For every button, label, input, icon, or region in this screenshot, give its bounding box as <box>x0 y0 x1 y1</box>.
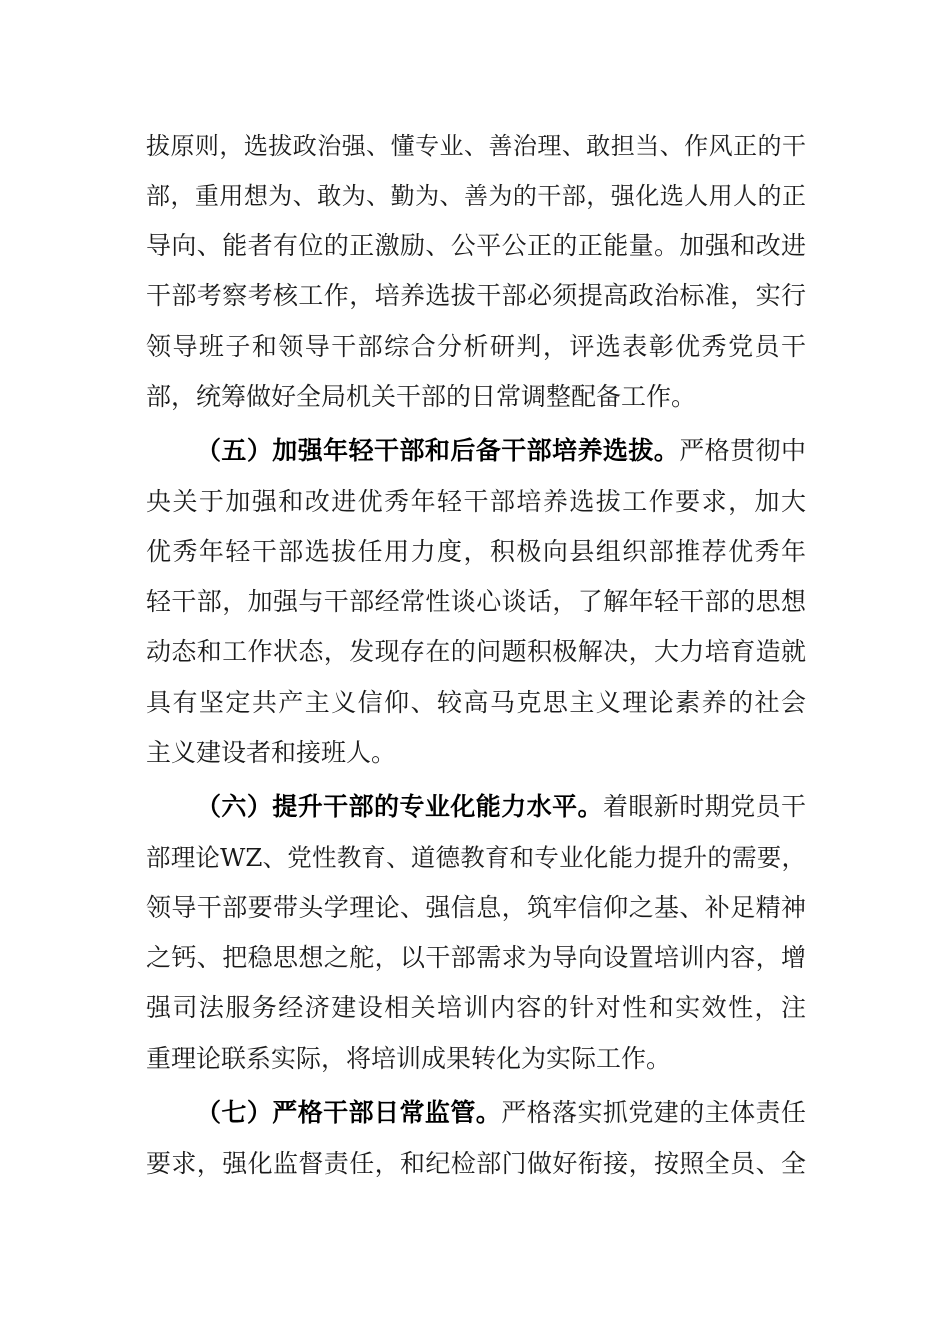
paragraph-3-first-line <box>196 787 806 827</box>
paragraph-2-line-5: 动态和工作状态，发现存在的问题积极解决，大力培育造就 <box>146 637 806 666</box>
paragraph-3-first-line-text: 着眼新时期党员干 <box>602 792 806 821</box>
paragraph-1-line-3: 导向、能者有位的正激励、公平公正的正能量。加强和改进 <box>146 231 806 260</box>
paragraph-1-line-5: 领导班子和领导干部综合分析研判，评选表彰优秀党员干 <box>146 332 806 361</box>
paragraph-3-line-4: 之钙、把稳思想之舵，以干部需求为导向设置培训内容，增 <box>146 943 806 972</box>
paragraph-2-line-3: 优秀年轻干部选拔任用力度，积极向县组织部推荐优秀年 <box>146 537 806 566</box>
paragraph-3-line-5: 强司法服务经济建设相关培训内容的针对性和实效性，注 <box>146 993 806 1022</box>
paragraph-2-line-7: 主义建设者和接班人。 <box>146 738 397 767</box>
section-heading-5: （五）加强年轻干部和后备干部培养选拔。 <box>196 436 680 465</box>
paragraph-1-line-1: 拔原则，选拔政治强、懂专业、善治理、敢担当、作风正的干 <box>146 132 806 160</box>
paragraph-1-line-6: 部，统筹做好全局机关干部的日常调整配备工作。 <box>146 382 697 411</box>
paragraph-4-first-line <box>196 1093 806 1133</box>
paragraph-1-line-2: 部，重用想为、敢为、勤为、善为的干部，强化选人用人的正 <box>146 182 806 210</box>
paragraph-1-line-4: 干部考察考核工作，培养选拔干部必须提高政治标准，实行 <box>146 281 806 310</box>
paragraph-2-line-4: 轻干部，加强与干部经常性谈心谈话，了解年轻干部的思想 <box>146 587 806 616</box>
paragraph-2-line-6: 具有坚定共产主义信仰、较高马克思主义理论素养的社会 <box>146 688 806 717</box>
section-heading-7: （七）严格干部日常监管。 <box>196 1098 502 1127</box>
paragraph-3-line-2: 部理论WZ、党性教育、道德教育和专业化能力提升的需要， <box>146 843 806 872</box>
paragraph-4-first-line-text: 严格落实抓党建的主体责任 <box>501 1098 806 1127</box>
paragraph-3-line-3: 领导干部要带头学理论、强信息，筑牢信仰之基、补足精神 <box>146 893 806 922</box>
paragraph-4-line-2: 要求，强化监督责任，和纪检部门做好衔接，按照全员、全 <box>146 1149 806 1178</box>
paragraph-2-line-2: 央关于加强和改进优秀年轻干部培养选拔工作要求，加大 <box>146 487 806 516</box>
paragraph-2-first-line <box>196 431 806 471</box>
paragraph-3-line-6: 重理论联系实际，将培训成果转化为实际工作。 <box>146 1044 672 1073</box>
section-heading-6: （六）提升干部的专业化能力水平。 <box>196 792 603 821</box>
paragraph-2-first-line-text: 严格贯彻中 <box>679 436 806 465</box>
